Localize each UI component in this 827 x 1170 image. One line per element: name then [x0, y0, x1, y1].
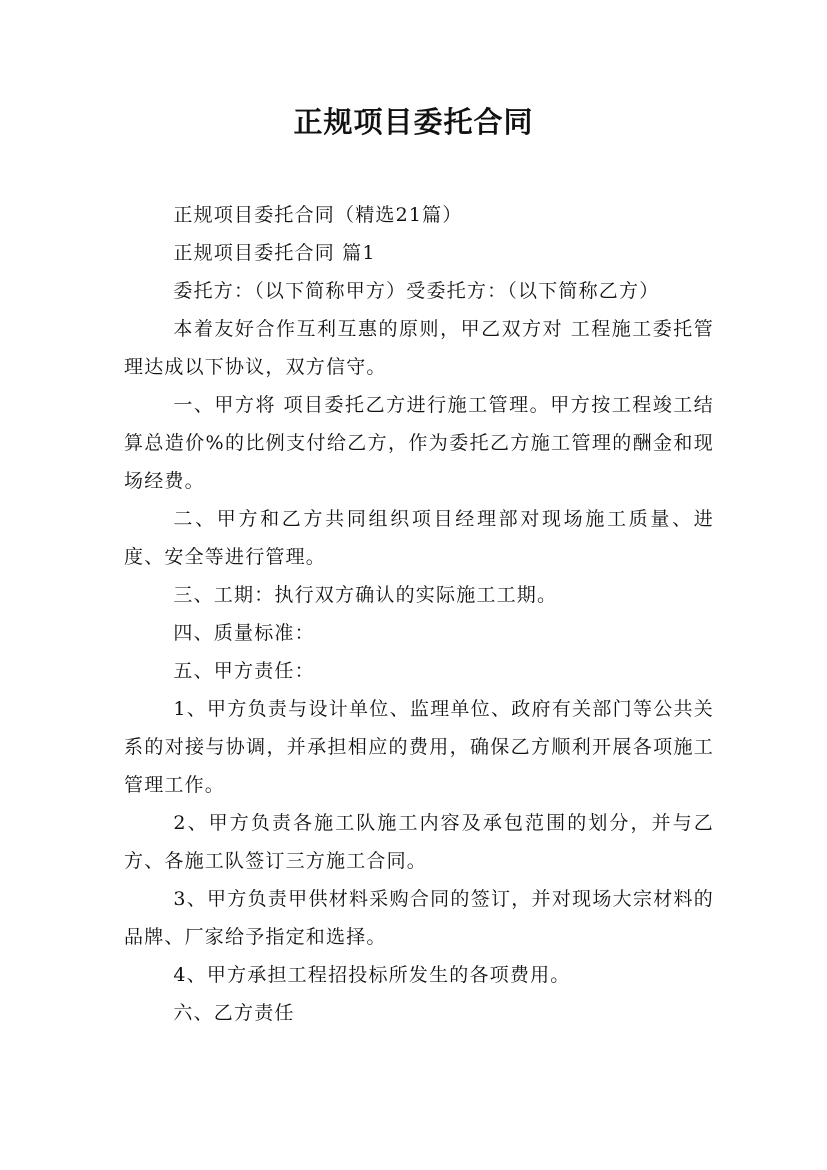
paragraph-party-a-duty-3: 3、甲方负责甲供材料采购合同的签订，并对现场大宗材料的品牌、厂家给予指定和选择。: [124, 888, 714, 948]
paragraph-clause-6: 六、乙方责任: [173, 1002, 295, 1024]
paragraph-party-a-duty-1: 1、甲方负责与设计单位、监理单位、政府有关部门等公共关系的对接与协调，并承担相应的费用，确保乙方顺利开展各项施工管理工作。: [124, 698, 714, 796]
document-title: 正规项目委托合同: [293, 105, 534, 139]
paragraph-party-a-duty-4: 4、甲方承担工程招投标所发生的各项费用。: [173, 964, 571, 986]
paragraph-clause-5: 五、甲方责任：: [173, 660, 315, 682]
document-body: [124, 196, 714, 1032]
paragraph-party-a-duty-2: 2、甲方负责各施工队施工内容及承包范围的划分，并与乙方、各施工队签订三方施工合同。: [124, 812, 714, 872]
paragraph-clause-2: 二、甲方和乙方共同组织项目经理部对现场施工质量、进度、安全等进行管理。: [124, 508, 714, 568]
paragraph-clause-4: 四、质量标准：: [173, 622, 315, 644]
paragraph-clause-1: 一、甲方将 项目委托乙方进行施工管理。甲方按工程竣工结算总造价%的比例支付给乙方，作为委托乙方施工管理的酬金和现场经费。: [124, 394, 714, 492]
paragraph-parties: 委托方：（以下简称甲方）受委托方：（以下简称乙方）: [173, 280, 660, 302]
paragraph-clause-3: 三、工期：执行双方确认的实际施工工期。: [173, 584, 558, 606]
paragraph-subtitle: 正规项目委托合同（精选21篇）: [173, 204, 463, 226]
paragraph-preamble: 本着友好合作互利互惠的原则，甲乙双方对 工程施工委托管理达成以下协议，双方信守。: [124, 318, 714, 378]
paragraph-section-heading: 正规项目委托合同 篇1: [173, 242, 376, 264]
